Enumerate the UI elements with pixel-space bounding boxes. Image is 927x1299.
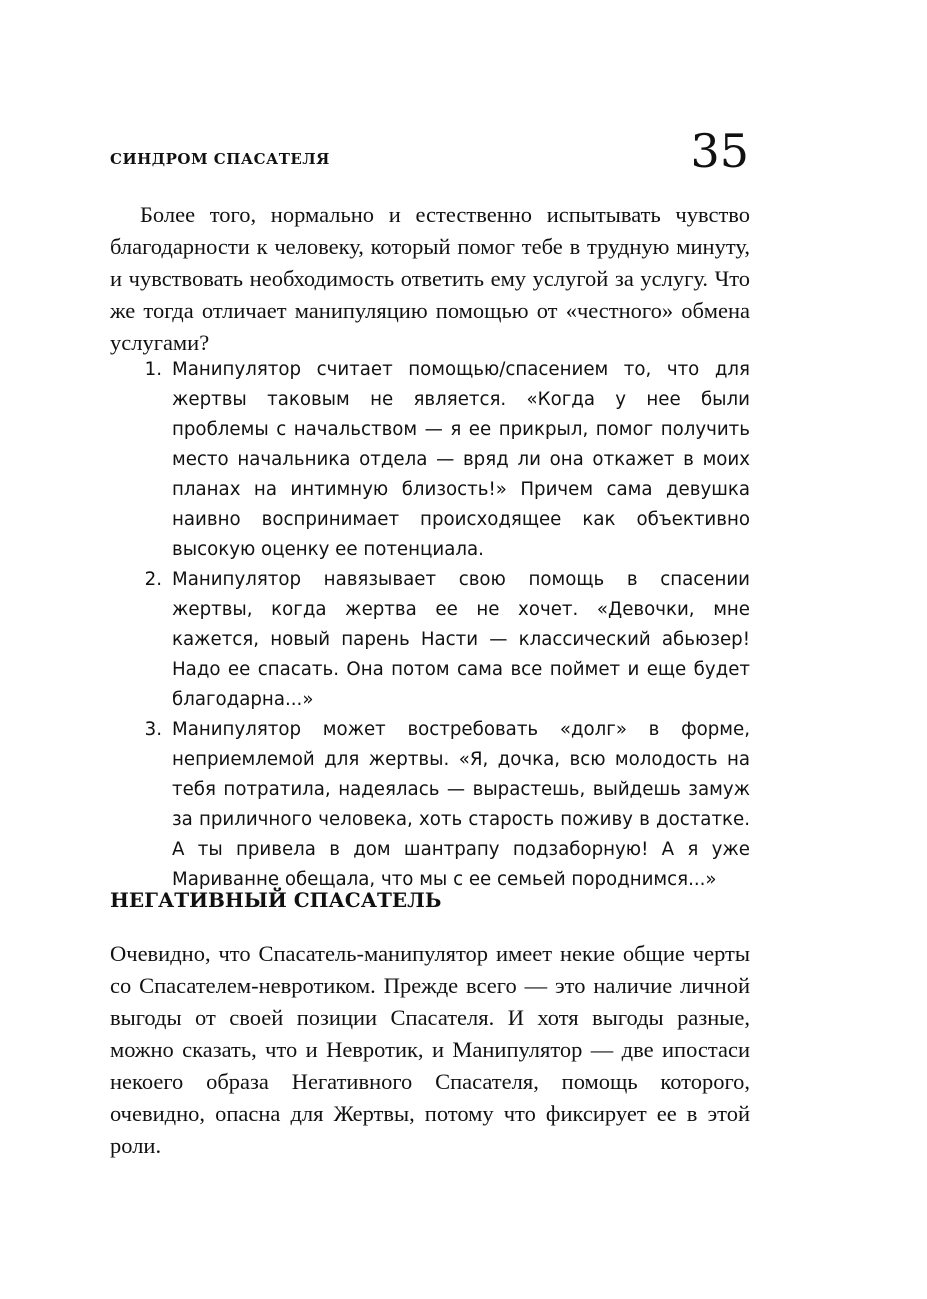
numbered-list [110,355,750,895]
list-item-number: 1. [144,359,162,380]
intro-paragraph: Более того, нормально и естественно испытывать чувство благодарности к человеку, который помог тебе в трудную минуту, и чувствовать необходимость ответить ему услугой за услугу. Что же тогда отличает манипуляцию помощью от «честного» обмена услугами? [110,202,750,355]
list-item-text: Манипулятор считает помощью/спасением то, что для жертвы таковым не является. «Когда у нее были проблемы с начальством — я ее прикрыл, помог получить место начальника отдела — вряд ли она откажет в моих планах на интимную близость!» Причем сама девушка наивно воспринимает происходящее как объективно высокую оценку ее потенциала. [172,359,750,560]
list-item [110,565,750,715]
page-number: 35 [690,124,749,178]
section-heading: НЕГАТИВНЫЙ СПАСАТЕЛЬ [110,888,442,912]
section-paragraph: Очевидно, что Спасатель-манипулятор имеет некие общие черты со Спасателем-невротиком. Прежде всего — это наличие личной выгоды от своей позиции Спасателя. И хотя выгоды разные, можно сказать, что и Невротик, и Манипулятор — две ипостаси некоего образа Негативного Спасателя, помощь которого, очевидно, опасна для Жертвы, потому что фиксирует ее в этой роли. [110,941,750,1158]
list-item [110,355,750,565]
list-item-text: Манипулятор может востребовать «долг» в форме, неприемлемой для жертвы. «Я, дочка, всю молодость на тебя потратила, надеялась — вырастешь, выйдешь замуж за приличного человека, хоть старость поживу в достатке. А ты привела в дом шантрапу подзаборную! А я уже Мариванне обещала, что мы с ее семьей породнимся...» [172,719,750,890]
list-item-text: Манипулятор навязывает свою помощь в спасении жертвы, когда жертва ее не хочет. «Девочки, мне кажется, новый парень Насти — классический абьюзер! Надо ее спасать. Она потом сама все поймет и еще будет благодарна...» [172,569,750,710]
running-title: СИНДРОМ СПАСАТЕЛЯ [110,150,330,168]
list-item-number: 3. [144,719,162,740]
list-item [110,715,750,895]
list-item-number: 2. [144,569,162,590]
